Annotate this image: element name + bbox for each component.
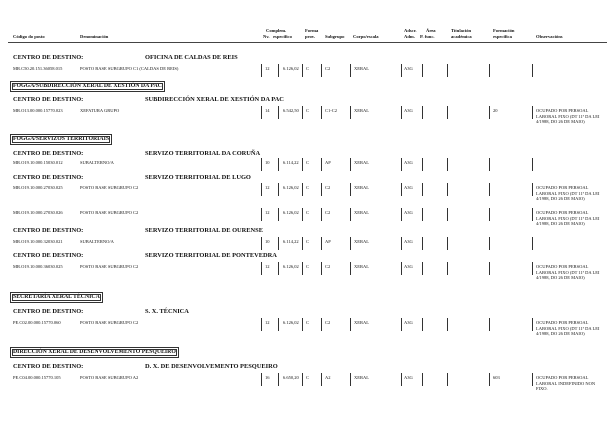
destination-label: CENTRO DE DESTINO: [13,150,84,157]
posto-adscripcion: A3G [404,239,413,244]
posto-adscripcion: A3G [404,320,413,325]
destination-name: S. X. TÉCNICA [145,308,189,315]
posto-code: MR.O19.10.000.27030.025 [13,185,63,190]
cell-separator [278,64,279,77]
posto-code: PE.C04.00.000.15770.105 [13,375,61,380]
cell-separator [532,64,533,77]
cell-separator [278,318,279,331]
posto-subgrupo: C2 [325,185,331,190]
destination-name: SERVIZO TERRITORIAL DE PONTEVEDRA [145,252,277,259]
cell-separator [321,64,322,77]
posto-nivel: 16 [265,375,270,380]
cell-separator [261,183,262,196]
destination-label: CENTRO DE DESTINO: [13,308,84,315]
cell-separator [321,183,322,196]
posto-code: MR.O19.10.000.32030.021 [13,239,63,244]
posto-subgrupo: AP [325,160,331,165]
posto-forma: C [306,239,310,244]
cell-separator [489,183,490,196]
col-header-area: Área [426,28,436,33]
col-header-complem-2: específico [273,34,292,39]
cell-separator [278,262,279,275]
posto-forma: C [306,264,310,269]
posto-adscripcion: A3G [404,375,413,380]
cell-separator [302,106,303,119]
section-heading-label: SECRETARÍA XERAL TÉCNICA [13,294,100,300]
section-heading-label: FOGGA/SUBDIRECCIÓN XERAL DE XESTIÓN DA PAC [13,83,162,89]
destination-label: CENTRO DE DESTINO: [13,174,84,181]
destination-label: CENTRO DE DESTINO: [13,96,84,103]
posto-observacions: OCUPADO POR PERSOAL LABORAL FIXO (DT 11ª DA LEI 4/1988, DO 26 DE MAIO) [536,320,600,337]
destination-label: CENTRO DE DESTINO: [13,54,84,61]
cell-separator [350,208,351,221]
posto-observacions: OCUPADO POR PERSOAL LABORAL FIXO (DT 11ª DA LEI 4/1988, DO 26 DE MAIO) [536,264,600,281]
posto-adscripcion: A3G [404,185,413,190]
cell-separator [302,318,303,331]
posto-denominacion: XEFATURA GRUPO [80,108,120,113]
col-header-titulacion-2: académica [451,34,472,39]
cell-separator [278,237,279,250]
cell-separator [321,106,322,119]
destination-name: SERVIZO TERRITORIAL DE LUGO [145,174,251,181]
cell-separator [350,106,351,119]
posto-subgrupo: C2 [325,264,331,269]
cell-separator [447,373,448,386]
posto-code: MR.O19.10.000.15030.012 [13,160,63,165]
posto-nivel: 12 [265,66,270,71]
posto-adscripcion: A3G [404,66,413,71]
cell-separator [532,237,533,250]
cell-separator [321,262,322,275]
cell-separator [302,262,303,275]
posto-subgrupo: C2 [325,210,331,215]
cell-separator [489,262,490,275]
col-header-adscr: Adscr. [404,28,417,33]
posto-observacions: OCUPADO POR PERSOAL LABORAL FIXO (DT 11ª DA LEI 4/1988, DO 26 DE MAIO) [536,185,600,202]
posto-complemento: 6.126,02 [283,185,299,190]
cell-separator [261,318,262,331]
destination-label: CENTRO DE DESTINO: [13,227,84,234]
cell-separator [261,237,262,250]
posto-corpo: XERAL [354,320,369,325]
posto-nivel: 12 [265,320,270,325]
cell-separator [401,262,402,275]
posto-complemento: 6.126,02 [283,210,299,215]
posto-complemento: 6.114,22 [283,160,299,165]
cell-separator [302,183,303,196]
destination-label: CENTRO DE DESTINO: [13,252,84,259]
cell-separator [447,158,448,171]
destination-name: D. X. DE DESENVOLVEMENTO PESQUEIRO [145,363,278,370]
cell-separator [401,318,402,331]
posto-nivel: 10 [265,239,270,244]
col-header-denominacion: Denominación [80,34,109,39]
cell-separator [261,158,262,171]
cell-separator [321,237,322,250]
cell-separator [350,158,351,171]
cell-separator [401,64,402,77]
posto-denominacion: POSTO BASE SUBGRUPO C2 [80,320,139,325]
cell-separator [302,237,303,250]
posto-forma: C [306,210,310,215]
cell-separator [422,262,423,275]
cell-separator [401,158,402,171]
cell-separator [350,318,351,331]
cell-separator [401,183,402,196]
cell-separator [447,237,448,250]
section-heading-label: DIRECCIÓN XERAL DE DESENVOLVEMENTO PESQUEIRO [13,349,176,355]
posto-forma: C [306,66,310,71]
col-header-observacions: Observacións [536,34,563,39]
destination-name: SERVIZO TERRITORIAL DA CORUÑA [145,150,261,157]
col-header-formacion: Formación [493,28,515,33]
col-header-subgrupo: Subgrupo [325,34,345,39]
section-heading [10,347,179,358]
section-heading-label: FOGGA/SERVIZOS TERRITORIAIS [13,136,110,142]
posto-corpo: XERAL [354,239,369,244]
cell-separator [302,64,303,77]
cell-separator [350,64,351,77]
cell-separator [532,373,533,386]
cell-separator [278,158,279,171]
posto-code: MR.O13.00.000.15770.023 [13,108,63,113]
cell-separator [447,106,448,119]
cell-separator [422,183,423,196]
cell-separator [489,106,490,119]
cell-separator [321,208,322,221]
posto-complemento: 6.126,02 [283,320,299,325]
cell-separator [422,158,423,171]
cell-separator [401,208,402,221]
posto-denominacion: SUBALTERNO/A [80,160,114,165]
cell-separator [350,262,351,275]
cell-separator [489,208,490,221]
posto-denominacion: POSTO BASE SUBGRUPO C2 [80,185,139,190]
posto-subgrupo: C2 [325,66,331,71]
posto-adscripcion: A3G [404,210,413,215]
posto-forma: C [306,320,310,325]
cell-separator [422,106,423,119]
cell-separator [422,318,423,331]
posto-forma: C [306,108,310,113]
posto-complemento: 6.542,50 [283,108,299,113]
cell-separator [401,237,402,250]
cell-separator [447,262,448,275]
cell-separator [422,64,423,77]
col-header-area-2: P. func. [420,34,435,39]
cell-separator [401,106,402,119]
posto-formacion: 20 [493,108,498,113]
posto-subgrupo: C1-C2 [325,108,338,113]
posto-code: MR.C50.20.151.36058.015 [13,66,63,71]
cell-separator [532,318,533,331]
cell-separator [261,262,262,275]
posto-denominacion: POSTO BASE SUBGRUPO C2 [80,210,139,215]
cell-separator [350,237,351,250]
cell-separator [302,158,303,171]
cell-separator [447,208,448,221]
section-heading [10,292,103,303]
cell-separator [321,158,322,171]
posto-corpo: XERAL [354,66,369,71]
posto-complemento: 6.126,02 [283,264,299,269]
col-header-titulacion: Titulación [451,28,472,33]
posto-complemento: 6.126,02 [283,66,299,71]
cell-separator [321,373,322,386]
cell-separator [447,183,448,196]
destination-name: SUBDIRECCIÓN XERAL DE XESTIÓN DA PAC [145,96,284,103]
posto-observacions: OCUPADO POR PERSOAL LABORAL INDEFINIDO NON FIXO. [536,375,596,392]
cell-separator [261,208,262,221]
col-header-codigo: Código do posto [13,34,45,39]
posto-subgrupo: C2 [325,320,331,325]
col-header-adscr-2: Adm. [404,34,415,39]
destination-label: CENTRO DE DESTINO: [13,363,84,370]
posto-denominacion: SUBALTERNO/A [80,239,114,244]
posto-code: PE.C02.00.000.15770.060 [13,320,61,325]
section-heading [10,134,112,145]
cell-separator [401,373,402,386]
col-header-niv: Nv. [263,34,270,39]
cell-separator [489,318,490,331]
posto-nivel: 14 [265,108,270,113]
cell-separator [532,183,533,196]
posto-corpo: XERAL [354,210,369,215]
posto-nivel: 12 [265,210,270,215]
posto-nivel: 12 [265,264,270,269]
cell-separator [261,106,262,119]
cell-separator [489,237,490,250]
posto-nivel: 10 [265,160,270,165]
posto-adscripcion: A3G [404,160,413,165]
cell-separator [321,318,322,331]
posto-observacions: OCUPADO POR PERSOAL LABORAL FIXO (DT 11ª DA LEI 4/1988, DO 26 DE MAIO) [536,108,600,125]
cell-separator [302,208,303,221]
cell-separator [278,373,279,386]
posto-formacion: 603 [493,375,500,380]
posto-adscripcion: A3G [404,108,413,113]
section-heading [10,81,165,92]
posto-corpo: XERAL [354,264,369,269]
cell-separator [532,208,533,221]
posto-code: MR.O19.10.000.36030.025 [13,264,63,269]
cell-separator [350,373,351,386]
cell-separator [350,183,351,196]
posto-subgrupo: AP [325,239,331,244]
cell-separator [489,64,490,77]
col-header-forma-2: prov. [305,34,315,39]
destination-name: OFICINA DE CALDAS DE REIS [145,54,238,61]
posto-forma: C [306,375,310,380]
posto-forma: C [306,185,310,190]
cell-separator [532,106,533,119]
posto-corpo: XERAL [354,108,369,113]
cell-separator [302,373,303,386]
cell-separator [447,64,448,77]
cell-separator [278,106,279,119]
posto-corpo: XERAL [354,160,369,165]
posto-code: MR.O19.10.000.27030.026 [13,210,63,215]
cell-separator [489,373,490,386]
posto-denominacion: POSTO BASE SUBGRUPO C2 [80,264,139,269]
col-header-formacion-2: específica [493,34,512,39]
posto-denominacion: POSTO BASE SUBGRUPO C1 (CALDAS DE REIS) [80,66,179,71]
posto-corpo: XERAL [354,185,369,190]
posto-complemento: 6.114,22 [283,239,299,244]
header-rule [8,42,607,43]
cell-separator [422,237,423,250]
cell-separator [422,208,423,221]
destination-name: SERVIZO TERRITORIAL DE OURENSE [145,227,263,234]
col-header-forma: Forma [305,28,319,33]
cell-separator [278,183,279,196]
cell-separator [261,64,262,77]
posto-forma: C [306,160,310,165]
posto-adscripcion: A3G [404,264,413,269]
cell-separator [532,158,533,171]
cell-separator [261,373,262,386]
cell-separator [422,373,423,386]
col-header-complem: Complem. [266,28,287,33]
cell-separator [532,262,533,275]
posto-observacions: OCUPADO POR PERSOAL LABORAL FIXO (DT 11ª DA LEI 4/1988, DO 26 DE MAIO) [536,210,600,227]
cell-separator [447,318,448,331]
posto-corpo: XERAL [354,375,369,380]
posto-denominacion: POSTO BASE SUBGRUPO A2 [80,375,139,380]
posto-nivel: 12 [265,185,270,190]
col-header-corpo: Corpo/escala [353,34,379,39]
cell-separator [489,158,490,171]
posto-complemento: 6.650,20 [283,375,299,380]
posto-subgrupo: A2 [325,375,331,380]
cell-separator [278,208,279,221]
